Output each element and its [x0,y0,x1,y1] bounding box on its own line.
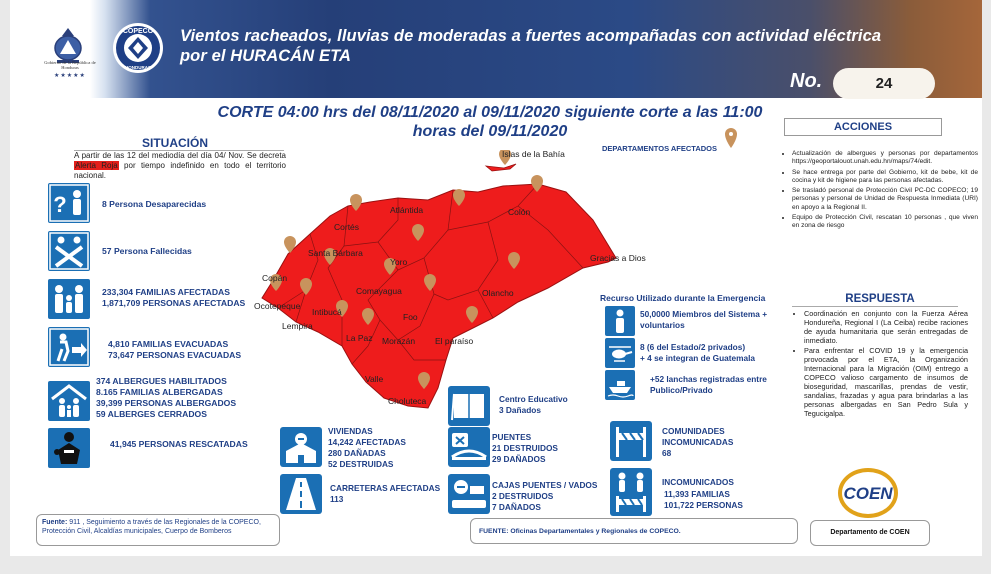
school-book-icon [448,386,490,426]
house-icon [280,427,322,467]
stat-personas-albergados: 39,399 PERSONAS ALBERGADOS [96,398,237,408]
recurso-miembros-2: voluntarios [640,320,685,330]
stat-personas-afectadas: 1,871,709 PERSONAS AFECTADAS [102,298,246,308]
evacuation-icon [48,327,90,367]
respuesta-item: • Coordinación en conjunto con la Fuerza Aérea Hondureña, Regional I (La Ceiba) recibe raciones de ayuda humanitaria que serán entregadas de inmediato. [804,309,968,345]
cajas-danados: 7 DAÑADOS [492,502,541,512]
map-label-islas: Islas de la Bahía [502,149,565,159]
recurso-miembros-1: 50,0000 Miembros del Sistema + [640,309,768,319]
stat-fallecidas: 57 Persona Fallecidas [102,246,192,256]
map-label-cortes: Cortés [334,222,360,232]
cajas-title: CAJAS PUENTES / VADOS [492,480,598,490]
accion-item: • Se trasladó personal de Protección Civil PC-DC COPECO; 19 personas y personal de Unidad de Respuesta Inmediata (URI) en apoyo a la Regional II. [792,187,978,212]
stat-albergues-habilitados: 374 ALBERGUES HABILITADOS [96,376,227,386]
question-people-icon [48,183,90,223]
fuente-label: Fuente: [42,519,68,526]
respuesta-divider [792,306,958,307]
situacion-text-before: A partir de las 12 del mediodía del día 04/ Nov. Se decreta [74,151,286,160]
map-label-colon: Colón [508,207,531,217]
puentes-title: PUENTES [492,432,532,442]
map-label-foco: Foo [403,312,418,322]
viviendas-danadas: 280 DAÑADAS [328,448,386,458]
incomunicados-familias: 11,393 FAMILIAS [664,489,730,499]
map-label-atlantida: Atlántida [390,205,424,215]
alert-roja-badge: Alerta Roja [75,161,118,170]
departamento-coen-text: Departamento de COEN [830,529,910,536]
stat-albergues-cerrados: 59 ALBERGES CERRADOS [96,409,207,419]
family-icon [48,279,90,319]
puentes-destruidos: 21 DESTRUIDOS [492,443,558,453]
stat-personas-evacuadas: 73,647 PERSONAS EVACUADAS [108,350,242,360]
fuente-box [36,514,280,546]
viviendas-afectadas: 14,242 AFECTADAS [328,437,406,447]
centro-educativo-title: Centro Educativo [499,394,568,404]
shelter-icon [48,381,90,421]
centro-educativo-value: 3 Dañados [499,405,541,415]
map-label-yoro: Yoro [390,257,408,267]
boat-icon [605,370,635,400]
report-period: CORTE 04:00 hrs del 08/11/2020 al 09/11/2020 siguiente corte a las 11:00 horas del 09/11/2020 [217,104,763,140]
page-title: Vientos racheados, lluvias de moderadas a fuertes acompañadas con actividad eléctrica por el HURACÁN ETA [180,27,882,65]
recurso-helicopteros-1: 8 (6 del Estado/2 privados) [640,342,746,352]
box-bridge-icon [448,474,490,514]
barrier-icon [610,421,652,461]
map-label-choluteca: Choluteca [388,396,427,406]
respuesta-list [794,309,968,419]
rescue-icon [48,428,90,468]
map-label-santa-barbara: Santa Bárbara [308,248,363,258]
accion-item: • Equipo de Protección Civil, rescatan 10 personas , que viven en zona de riesgo [792,214,978,231]
situacion-title: SITUACIÓN [142,136,208,150]
accion-item: • Actualización de albergues y personas por departamentos https://geoportalouot.unah.edu.hn/maps/74/edit. [792,150,978,167]
map-label-olancho: Olancho [482,288,514,298]
stat-familias-afectadas: 233,304 FAMILIAS AFECTADAS [102,287,230,297]
copeco-logo-text: COPECO [122,28,154,35]
stat-familias-evacuadas: 4,810 FAMILIAS EVACUADAS [108,339,229,349]
comunidades-title-2: INCOMUNICADAS [662,437,734,447]
recurso-lanchas-2: Publico/Privado [650,385,713,395]
acciones-list [782,150,978,233]
legend-pin-icon [724,127,738,149]
map-label-valle: Valle [365,374,384,384]
map-label-intibuca: Intibucá [312,307,342,317]
report-number: 24 [833,68,935,99]
respuesta-item: • Para enfrentar el COVID 19 y la emergencia provocada por el ETA, la Organización Internacional para la Migración (OIM) entrego a COPECO valioso cargamento de insumos de bioseguridad, mascarillas, prendas de vestir, sandalias, frazadas y agua para brindarlas a las personas albergadas en San Pedro Sula y Tegucigalpa. [804,346,968,418]
fuente-oficinas-text: FUENTE: Oficinas Departamentales y Regionales de COPECO. [479,528,681,535]
recurso-helicopteros-2: + 4 se integran de Guatemala [640,353,756,363]
stat-personas-rescatadas: 41,945 PERSONAS RESCATADAS [110,439,248,449]
stat-familias-albergadas: 8.165 FAMILIAS ALBERGADAS [96,387,223,397]
puentes-danados: 29 DAÑADOS [492,454,546,464]
map-label-el-paraiso: El paraíso [435,336,474,346]
fuente-text: 911 , Seguimiento a través de las Regionales de la COPECO, Protección Civil, Alcaldías municipales, Cuerpo de Bomberos [42,519,261,535]
map-label-la-paz: La Paz [346,333,373,343]
helicopter-icon [605,338,635,368]
fuente-oficinas-box [470,518,798,544]
map-label-lempira: Lempira [282,321,313,331]
person-icon [605,306,635,336]
comunidades-value: 68 [662,448,672,458]
cajas-destruidos: 2 DESTRUIDOS [492,491,554,501]
isolated-people-icon [610,468,652,516]
carreteras-title: CARRETERAS AFECTADAS [330,483,441,493]
government-stars: ★★★★★ [54,73,86,79]
government-caption: Gobierno de la República de Honduras [44,60,96,70]
report-number-label: No. [790,70,823,92]
departamentos-afectados-label: DEPARTAMENTOS AFECTADOS [602,144,718,153]
comunidades-title-1: COMUNIDADES [662,426,725,436]
carreteras-value: 113 [330,494,344,504]
map-label-comayagua: Comayagua [356,286,402,296]
svg-text:?: ? [53,192,67,217]
map-label-copan: Copán [262,273,288,283]
acciones-title: ACCIONES [784,118,942,136]
map-label-morazan: Morazán [382,336,416,346]
viviendas-destruidas: 52 DESTRUIDAS [328,459,394,469]
situacion-text-after: por tiempo indefinido en todo el territorio nacional. [74,161,286,180]
copeco-logo [112,22,164,74]
respuesta-title: RESPUESTA [845,293,915,305]
incomunicados-title: INCOMUNICADOS [662,477,734,487]
coen-logo-text: COEN [843,484,893,503]
recurso-title: Recurso Utilizado durante la Emergencia [600,293,766,303]
copeco-logo-sub: HONDURAS [124,65,152,70]
recurso-lanchas-1: +52 lanchas registradas entre [650,374,767,384]
map-label-ocotepeque: Ocotepeque [254,301,301,311]
road-icon [280,474,322,514]
report-slide [10,0,982,556]
coen-logo [836,466,900,520]
deceased-icon [48,231,90,271]
departamento-coen-box [810,520,930,546]
stat-desaparecidas: 8 Persona Desaparecidas [102,199,207,209]
incomunicados-personas: 101,722 PERSONAS [664,500,743,510]
accion-item: • Se hace entrega por parte del Gobierno, kit de bebe, kit de cocina y kit de higiene para las personas afectadas. [792,169,978,186]
bridge-closed-icon [448,427,490,467]
viviendas-title: VIVIENDAS [328,426,373,436]
honduras-map [248,150,620,412]
map-label-gracias: Gracias a Dios [590,253,646,263]
